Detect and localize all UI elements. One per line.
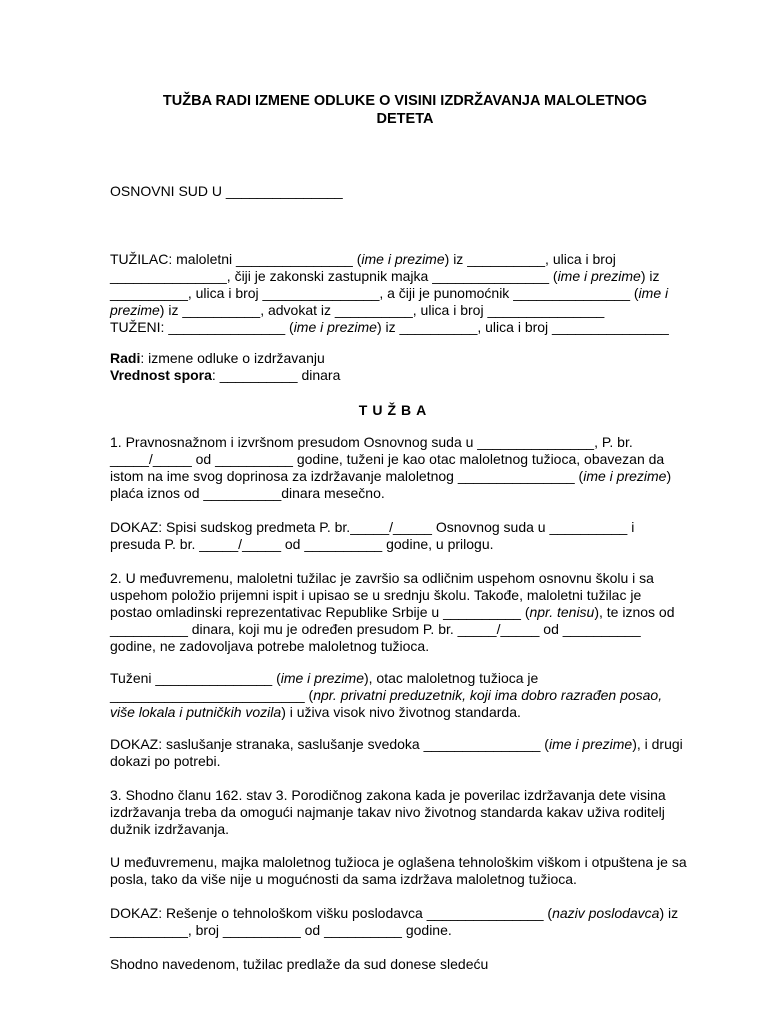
dokaz1-line-1: DOKAZ: Spisi sudskog predmeta P. br._____/_____ Osnovnog suda u __________ i [110,519,635,535]
plaintiff-line-2: _______________, čiji je zakonski zastupnik majka _______________ (ime i prezime) iz [110,268,660,284]
p3-line-2: _________________________ (npr. privatni preduzetnik, koji ima dobro razrađen posao, [110,687,663,703]
p1-line-3: istom na ime svog doprinosa za izdržavanje maloletnog _______________ (ime i prezime) [110,468,672,484]
closing-line: Shodno navedenom, tužilac predlaže da sud donese sledeću [110,956,489,972]
p2-line-5: godine, ne zadovoljava potrebe maloletnog tužioca. [110,638,430,654]
subject-radi: Radi: izmene odluke o izdržavanju [110,350,325,366]
subject-vrednost: Vrednost spora: __________ dinara [110,367,341,383]
evidence-3 [110,905,680,939]
p2-line-1: 2. U međuvremenu, maloletni tužilac je završio sa odličnim uspehom osnovnu školu i sa [110,570,654,586]
closing-paragraph [110,956,680,973]
paragraph-1 [110,434,680,502]
defendant-line: TUŽENI: _______________ (ime i prezime) iz __________, ulica i broj _______________ [110,319,669,335]
dokaz2-line-1: DOKAZ: saslušanje stranaka, saslušanje svedoka _______________ (ime i prezime), i drugi [110,736,683,752]
evidence-1 [110,519,680,553]
evidence-2 [110,736,683,770]
section-heading: TUŽBA [358,402,432,418]
document-title [100,92,710,128]
plaintiff-line-3: __________, ulica i broj _______________, a čiji je punomoćnik _______________ (ime i [110,285,669,301]
court-text: OSNOVNI SUD U _______________ [110,183,343,199]
p1-line-1: 1. Pravnosnažnom i izvršnom presudom Osnovnog suda u _______________, P. br. [110,434,633,450]
parties-section [110,251,680,336]
dokaz3-line-2: __________, broj __________ od __________ godine. [110,922,452,938]
paragraph-5 [110,854,687,888]
p1-line-2: _____/_____ od __________ godine, tuženi je kao otac maloletnog tužioca, obavezan da [110,451,665,467]
p4-line-2: izdržavanja treba da omogući najmanje takav nivo životnog standarda kakav uživa roditelj [110,804,665,820]
paragraph-3 [110,670,680,721]
dokaz1-line-2: presuda P. br. _____/_____ od __________ godine, u prilogu. [110,536,494,552]
dokaz2-line-2: dokazi po potrebi. [110,753,221,769]
p3-line-1: Tuženi _______________ (ime i prezime), otac maloletnog tužioca je [110,670,539,686]
p2-line-3: postao omladinski reprezentativac Republike Srbije u __________ (npr. tenisu), te iznos od [110,604,675,620]
dokaz3-line-1: DOKAZ: Rešenje o tehnološkom višku poslodavca _______________ (naziv poslodavca) iz [110,905,679,921]
p4-line-3: dužnik izdržavanja. [110,821,230,837]
p4-line-1: 3. Shodno članu 162. stav 3. Porodičnog zakona kada je poverilac izdržavanja dete visina [110,787,666,803]
paragraph-2 [110,570,680,655]
paragraph-4 [110,787,680,838]
p3-line-3: više lokala i putničkih vozila) i uživa visok nivo životnog standarda. [110,704,521,720]
plaintiff-line-4: prezime) iz __________, advokat iz __________, ulica i broj _______________ [110,302,605,318]
p2-line-2: uspehom položio prijemni ispit i upisao se u srednju školu. Takođe, maloletni tužilac je [110,587,642,603]
p5-line-2: posla, tako da više nije u mogućnosti da sama izdržava maloletnog tužioca. [110,871,577,887]
p5-line-1: U međuvremenu, majka maloletnog tužioca je oglašena tehnološkim viškom i otpuštena je sa [110,854,687,870]
plaintiff-line-1: TUŽILAC: maloletni _______________ (ime i prezime) iz __________, ulica i broj [110,251,616,267]
p2-line-4: __________ dinara, koji mu je određen presudom P. br. _____/_____ od __________ [110,621,641,637]
court-line [110,183,680,200]
subject-section [110,350,680,384]
p1-line-4: plaća iznos od __________dinara mesečno. [110,485,385,501]
title-line-2: DETETA [376,111,434,127]
title-line-1: TUŽBA RADI IZMENE ODLUKE O VISINI IZDRŽAVANJA MALOLETNOG [162,93,648,109]
